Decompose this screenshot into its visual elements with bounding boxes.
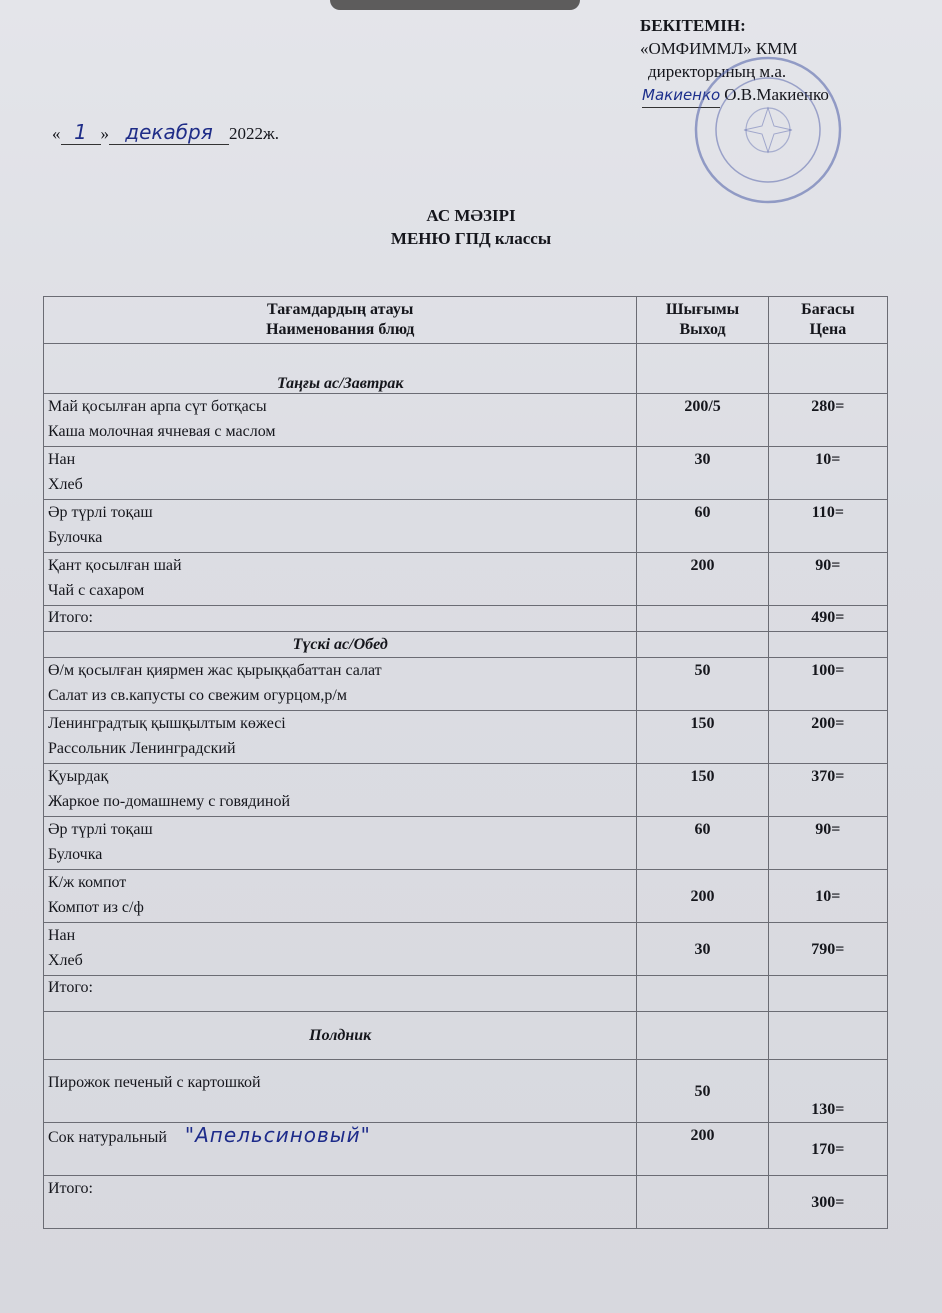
dish-name: [44, 394, 637, 447]
dish-name: [44, 1060, 637, 1123]
table-header-row: [44, 297, 888, 344]
director-signature: Макиенко: [642, 84, 720, 108]
dish-yield: 150: [637, 764, 768, 817]
menu-table: [43, 296, 888, 1229]
dish-name-ru: Булочка: [48, 529, 103, 546]
dish-price: 90=: [768, 817, 887, 870]
date-open-quote: «: [52, 124, 61, 143]
empty-cell: [637, 344, 768, 394]
dish-price: 100=: [768, 658, 887, 711]
dish-yield: 50: [637, 1060, 768, 1123]
dish-name-kz: Ө/м қосылған қиярмен жас қырыққабаттан салат: [48, 662, 382, 679]
dish-name-ru: Салат из св.капусты со свежим огурцом,р/м: [48, 687, 347, 704]
dish-yield: 200: [637, 553, 768, 606]
total-row-breakfast: [44, 606, 888, 632]
empty-cell: [768, 1012, 887, 1060]
dish-yield: 200/5: [637, 394, 768, 447]
approval-org: «ОМФИММЛ» КММ: [640, 39, 798, 58]
dish-name: [44, 764, 637, 817]
total-value: [768, 976, 887, 1012]
dish-name: [44, 1123, 637, 1176]
document-date: [52, 120, 279, 145]
date-year: 2022ж.: [229, 124, 279, 143]
dish-name: [44, 870, 637, 923]
dish-price: 370=: [768, 764, 887, 817]
dish-name-ru: Рассольник Ленинградский: [48, 740, 236, 757]
table-row: [44, 1060, 888, 1123]
dish-name: [44, 711, 637, 764]
section-title: Түскі ас/Обед: [44, 632, 637, 658]
dish-name-ru: Булочка: [48, 846, 103, 863]
menu-title-kz: АС МӘЗІРІ: [426, 206, 516, 225]
dish-name: [44, 553, 637, 606]
date-close-quote: »: [100, 124, 109, 143]
dish-name-kz: Нан: [48, 451, 76, 468]
empty-cell: [637, 606, 768, 632]
total-label: Итого:: [44, 606, 637, 632]
section-title: Таңғы ас/Завтрак: [44, 344, 637, 394]
section-snack: [44, 1012, 888, 1060]
empty-cell: [637, 1012, 768, 1060]
approval-name: О.В.Макиенко: [724, 85, 829, 104]
header-yield-kz: Шығымы: [665, 301, 740, 318]
empty-cell: [768, 344, 887, 394]
total-row-snack: [44, 1176, 888, 1229]
dish-name-ru: Каша молочная ячневая с маслом: [48, 423, 276, 440]
table-row: [44, 447, 888, 500]
total-label: Итого:: [44, 1176, 637, 1229]
empty-cell: [637, 632, 768, 658]
handwritten-note: "Апельсиновый": [184, 1123, 371, 1147]
approval-position: директорының м.а.: [648, 62, 787, 81]
header-price-kz: Бағасы: [801, 301, 855, 318]
header-price: [768, 297, 887, 344]
dish-name-kz: Май қосылған арпа сүт ботқасы: [48, 398, 267, 415]
table-row: [44, 1123, 888, 1176]
header-yield: [637, 297, 768, 344]
menu-title-ru: МЕНЮ ГПД классы: [390, 229, 552, 248]
date-month: декабря: [109, 120, 229, 145]
empty-cell: [637, 976, 768, 1012]
dish-price: 10=: [768, 447, 887, 500]
dish-name-kz: Әр түрлі тоқаш: [48, 504, 153, 521]
dish-yield: 200: [637, 1123, 768, 1176]
dish-price: 130=: [768, 1060, 887, 1123]
dish-price: 170=: [768, 1123, 887, 1176]
approval-title: БЕКІТЕМІН:: [640, 16, 746, 35]
dish-name: [44, 447, 637, 500]
table-row: [44, 553, 888, 606]
section-title: Полдник: [44, 1012, 637, 1060]
total-value: 490=: [768, 606, 887, 632]
header-name-kz: Тағамдардың атауы: [267, 301, 414, 318]
dish-price: 790=: [768, 923, 887, 976]
table-row: [44, 923, 888, 976]
dish-name: [44, 923, 637, 976]
dish-yield: 60: [637, 500, 768, 553]
section-lunch: [44, 632, 888, 658]
table-row: [44, 870, 888, 923]
header-price-ru: Цена: [809, 321, 847, 338]
dish-name-kz: Қуырдақ: [48, 768, 109, 785]
dish-price: 280=: [768, 394, 887, 447]
dish-name-kz: Әр түрлі тоқаш: [48, 821, 153, 838]
total-value: 300=: [768, 1176, 887, 1229]
official-seal-icon: [678, 50, 858, 210]
table-row: [44, 711, 888, 764]
dish-yield: 50: [637, 658, 768, 711]
dish-name-ru: Жаркое по-домашнему с говядиной: [48, 793, 291, 810]
table-row: [44, 764, 888, 817]
empty-cell: [637, 1176, 768, 1229]
dish-name-kz: К/ж компот: [48, 874, 127, 891]
table-row: [44, 500, 888, 553]
empty-cell: [768, 632, 887, 658]
dish-yield: 150: [637, 711, 768, 764]
dish-name: [44, 817, 637, 870]
dish-name: [44, 500, 637, 553]
dish-name-kz: Қант қосылған шай: [48, 557, 182, 574]
clip-shadow: [330, 0, 580, 10]
dish-price: 200=: [768, 711, 887, 764]
dish-price: 110=: [768, 500, 887, 553]
dish-price: 90=: [768, 553, 887, 606]
dish-name: [44, 658, 637, 711]
dish-name-ru: Компот из с/ф: [48, 899, 144, 916]
dish-price: 10=: [768, 870, 887, 923]
total-label: Итого:: [44, 976, 637, 1012]
table-row: [44, 658, 888, 711]
dish-yield: 200: [637, 870, 768, 923]
date-day: 1: [61, 120, 101, 145]
dish-name-kz: Ленинградтық қышқылтым көжесі: [48, 715, 286, 732]
dish-name-ru: Хлеб: [48, 476, 83, 493]
dish-name-ru: Хлеб: [48, 952, 83, 969]
section-breakfast: [44, 344, 888, 394]
total-row-lunch: [44, 976, 888, 1012]
dish-yield: 30: [637, 447, 768, 500]
header-name-ru: Наименования блюд: [266, 321, 415, 338]
dish-name-ru: Пирожок печеный с картошкой: [48, 1074, 261, 1091]
dish-name-ru: Чай с сахаром: [48, 582, 145, 599]
header-yield-ru: Выход: [679, 321, 726, 338]
table-row: [44, 817, 888, 870]
dish-yield: 30: [637, 923, 768, 976]
header-name: [44, 297, 637, 344]
dish-yield: 60: [637, 817, 768, 870]
table-row: [44, 394, 888, 447]
dish-name-kz: Нан: [48, 927, 76, 944]
dish-name-ru: Сок натуральный: [48, 1129, 167, 1146]
